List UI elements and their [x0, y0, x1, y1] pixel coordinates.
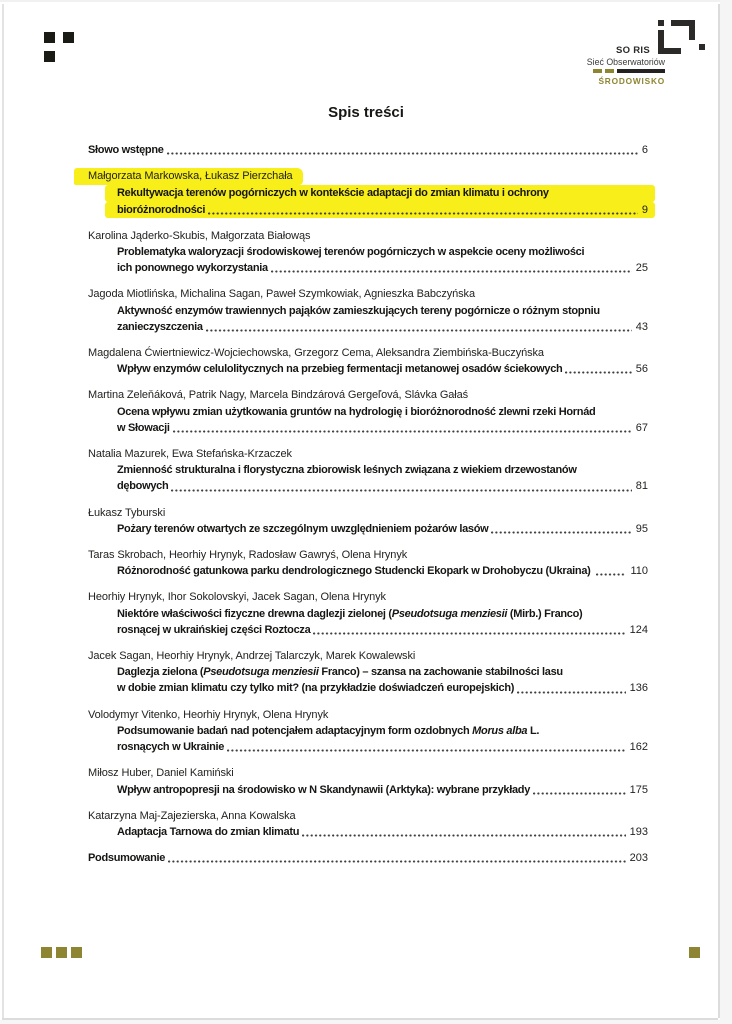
decor-square-top-left-2: [63, 32, 74, 43]
logo-solid-bar: [617, 69, 665, 73]
entry-title-text: Różnorodność gatunkowa parku dendrologicznego Studencki Ekopark w Drohobyczu (Ukraina): [117, 565, 594, 578]
entry-authors-text: Magdalena Ćwiertniewicz-Wojciechowska, Grzegorz Cema, Aleksandra Ziembińska-Buczyńska: [88, 347, 544, 360]
entry-title-line: [88, 142, 648, 158]
entry-authors: [88, 707, 648, 723]
toc-entry: [88, 387, 648, 436]
entry-authors-text: Martina Zeleňáková, Patrik Nagy, Marcela Bindzárová Gergeľová, Slávka Gałaś: [88, 389, 469, 402]
entry-page-number: 6: [641, 144, 648, 156]
entry-authors: [88, 446, 648, 462]
logo-dash-2: [605, 69, 614, 73]
entry-title-line: [117, 723, 648, 739]
entry-title-line: [117, 303, 648, 319]
entry-title-line: [117, 478, 648, 494]
dot-leader: [517, 691, 625, 694]
entry-title-text: Wpływ enzymów celulolitycznych na przebieg fermentacji metanowej osadów ściekowych: [117, 363, 563, 376]
page-edge-right-fill: [720, 0, 732, 1024]
dot-leader: [173, 430, 632, 433]
entry-page-number: 193: [629, 825, 648, 838]
entry-title-text: rosnącej w ukraińskiej części Roztocza: [117, 623, 311, 636]
entry-title-line: [117, 664, 648, 680]
entry-authors-text: Łukasz Tyburski: [88, 506, 166, 519]
entry-title: [88, 404, 648, 436]
entry-title-text: rosnących w Ukrainie: [117, 741, 225, 754]
entry-page-number: 110: [630, 565, 648, 578]
entry-authors: [88, 228, 648, 244]
entry-title-line: [117, 563, 648, 579]
logo-name: SO RIS: [615, 45, 650, 56]
entry-page-number: 162: [629, 741, 648, 754]
entry-title-text: Podsumowanie badań nad potencjałem adaptacyjnym form ozdobnych Morus alba L.: [117, 724, 540, 737]
decor-square-bottom-right: [689, 947, 700, 958]
entry-title: [88, 850, 648, 866]
toc-entry: [88, 707, 648, 756]
toc-entry: [88, 286, 648, 335]
dot-leader: [168, 860, 626, 863]
entry-title-line: [117, 680, 648, 696]
entry-authors-text: Heorhiy Hrynyk, Ihor Sokolovskyi, Jacek Sagan, Olena Hrynyk: [88, 591, 386, 604]
toc-entry: [88, 808, 648, 840]
decor-square-bottom-left-2: [56, 947, 67, 958]
entry-title-text: Rekultywacja terenów pogórniczych w kontekście adaptacji do zmian klimatu i ochrony: [117, 187, 549, 200]
entry-title-text: w dobie zmian klimatu czy tylko mit? (na przykładzie doświadczeń europejskich): [117, 682, 515, 695]
entry-page-number: 9: [641, 203, 648, 216]
logo-divider-bar: [593, 69, 665, 73]
entry-title-line: [117, 404, 648, 420]
entry-title-line: [117, 622, 648, 638]
entry-title-line: [117, 782, 648, 798]
dot-leader: [206, 329, 632, 332]
toc-entry: [88, 648, 648, 697]
page-edge-right: [718, 4, 720, 1018]
entry-authors: [88, 547, 648, 563]
entry-title: [88, 361, 648, 377]
entry-authors-text: Miłosz Huber, Daniel Kamiński: [88, 767, 234, 780]
entry-authors: [88, 387, 648, 403]
entry-page-number: 95: [635, 522, 648, 535]
logo-tagline: ŚRODOWISKO: [598, 76, 665, 86]
dot-leader: [596, 573, 626, 576]
entry-authors-text: Natalia Mazurek, Ewa Stefańska-Krzaczek: [88, 448, 292, 461]
entry-title: [88, 563, 648, 579]
dot-leader: [533, 792, 626, 795]
entry-title-line: [117, 739, 648, 755]
entry-page-number: 25: [635, 262, 648, 275]
entry-title-line: [117, 244, 648, 260]
logo-dash-1: [593, 69, 602, 73]
logo-subtitle: Sieć Obserwatoriów: [586, 57, 665, 67]
toc-entry: [88, 228, 648, 277]
dot-leader: [167, 152, 638, 155]
toc-list: [88, 142, 648, 866]
entry-title-text: Zmienność strukturalna i florystyczna zbiorowisk leśnych związana z wiekiem drzewostanów: [117, 464, 577, 477]
dot-leader: [491, 531, 631, 534]
entry-page-number: 136: [629, 682, 648, 695]
entry-authors: [88, 589, 648, 605]
decor-square-bottom-left-3: [71, 947, 82, 958]
soris-logo: [566, 20, 706, 86]
entry-authors-text: Małgorzata Markowska, Łukasz Pierzchała: [74, 168, 303, 185]
entry-title-line: [117, 521, 648, 537]
entry-title: [88, 462, 648, 494]
entry-page-number: 43: [635, 320, 648, 333]
entry-page-number: 124: [629, 623, 648, 636]
page-edge-left: [2, 4, 4, 1018]
entry-title-text: Niektóre właściwości fizyczne drewna daglezji zielonej (Pseudotsuga menziesii (Mirb.) Franco): [117, 607, 583, 620]
entry-authors: [88, 286, 648, 302]
entry-title-line: [117, 606, 648, 622]
entry-authors-text: Volodymyr Vitenko, Heorhiy Hrynyk, Olena Hrynyk: [88, 708, 329, 721]
entry-title-line: [105, 202, 655, 218]
entry-title-text: Ocena wpływu zmian użytkowania gruntów na hydrologię i bioróżnorodność zlewni rzeki Hornád: [117, 405, 596, 418]
dot-leader: [171, 489, 631, 492]
entry-authors: [88, 648, 648, 664]
entry-page-number: 81: [635, 480, 648, 493]
dot-leader: [227, 749, 626, 752]
entry-authors: [88, 345, 648, 361]
decor-square-top-left-1: [44, 32, 55, 43]
entry-authors-text: Karolina Jąderko-Skubis, Małgorzata Białowąs: [88, 229, 311, 242]
entry-title-line: [117, 319, 648, 335]
page-edge-bottom-fill: [0, 1020, 732, 1024]
entry-title-text: Aktywność enzymów trawiennych pająków zamieszkujących tereny pogórnicze o różnym stopniu: [117, 304, 600, 317]
toc-entry: [88, 505, 648, 537]
entry-authors-text: Katarzyna Maj-Zajezierska, Anna Kowalska: [88, 809, 296, 822]
entry-title-line: [88, 850, 648, 866]
entry-title-line: [105, 185, 655, 201]
toc-entry: [88, 765, 648, 797]
entry-title-line: [117, 260, 648, 276]
toc-entry: [88, 142, 648, 158]
entry-authors-text: Jagoda Miotlińska, Michalina Sagan, Paweł Szymkowiak, Agnieszka Babczyńska: [88, 288, 475, 301]
toc-entry: [88, 589, 648, 638]
entry-title: [88, 824, 648, 840]
entry-title-text: Adaptacja Tarnowa do zmian klimatu: [117, 825, 300, 838]
entry-page-number: 56: [635, 363, 648, 376]
decor-square-top-left-3: [44, 51, 55, 62]
entry-title-text: w Słowacji: [117, 421, 170, 434]
entry-title-text: Pożary terenów otwartych ze szczególnym uwzględnieniem pożarów lasów: [117, 522, 489, 535]
entry-title: [88, 782, 648, 798]
entry-authors: [88, 168, 648, 185]
entry-title-text: Problematyka waloryzacji środowiskowej terenów pogórniczych w aspekcie oceny możliwości: [117, 246, 585, 259]
entry-title-text: zanieczyszczenia: [117, 320, 203, 333]
entry-authors-text: Taras Skrobach, Heorhiy Hrynyk, Radosław Gawryś, Olena Hrynyk: [88, 549, 408, 562]
dot-leader: [313, 632, 625, 635]
toc-entry: [88, 446, 648, 495]
entry-title-text: bioróżnorodności: [117, 203, 206, 216]
entry-title-text: Daglezja zielona (Pseudotsuga menziesii Franco) – szansa na zachowanie stabilności lasu: [117, 666, 563, 679]
entry-title-text: dębowych: [117, 480, 169, 493]
entry-title: [88, 244, 648, 276]
entry-title: [88, 606, 648, 638]
entry-page-number: 67: [635, 421, 648, 434]
entry-title-line: [117, 361, 648, 377]
entry-title-text: Słowo wstępne: [88, 144, 164, 156]
entry-title: [88, 664, 648, 696]
entry-title: [88, 142, 648, 158]
dot-leader: [271, 270, 632, 273]
entry-authors: [88, 765, 648, 781]
entry-title-text: Wpływ antropopresji na środowisko w N Skandynawii (Arktyka): wybrane przykłady: [117, 783, 531, 796]
entry-title-line: [117, 420, 648, 436]
soris-pixel-frame-icon: [656, 20, 706, 60]
entry-title: [88, 185, 648, 217]
toc-entry: [88, 168, 648, 218]
toc-entry: [88, 547, 648, 579]
dot-leader: [302, 834, 626, 837]
dot-leader: [565, 371, 631, 374]
entry-title: [88, 521, 648, 537]
entry-title: [88, 723, 648, 755]
toc-entry: [88, 345, 648, 377]
entry-authors-text: Jacek Sagan, Heorhiy Hrynyk, Andrzej Talarczyk, Marek Kowalewski: [88, 650, 416, 663]
entry-title-text: Podsumowanie: [88, 852, 166, 865]
entry-title-line: [117, 824, 648, 840]
entry-page-number: 203: [629, 852, 648, 865]
entry-title: [88, 303, 648, 335]
entry-authors: [88, 808, 648, 824]
decor-square-bottom-left-1: [41, 947, 52, 958]
page-title: Spis treści: [328, 104, 404, 121]
page-edge-top: [0, 0, 732, 2]
entry-authors: [88, 505, 648, 521]
entry-title-line: [117, 462, 648, 478]
dot-leader: [208, 212, 638, 215]
entry-page-number: 175: [629, 783, 648, 796]
toc-entry: [88, 850, 648, 866]
entry-title-text: ich ponownego wykorzystania: [117, 262, 268, 275]
